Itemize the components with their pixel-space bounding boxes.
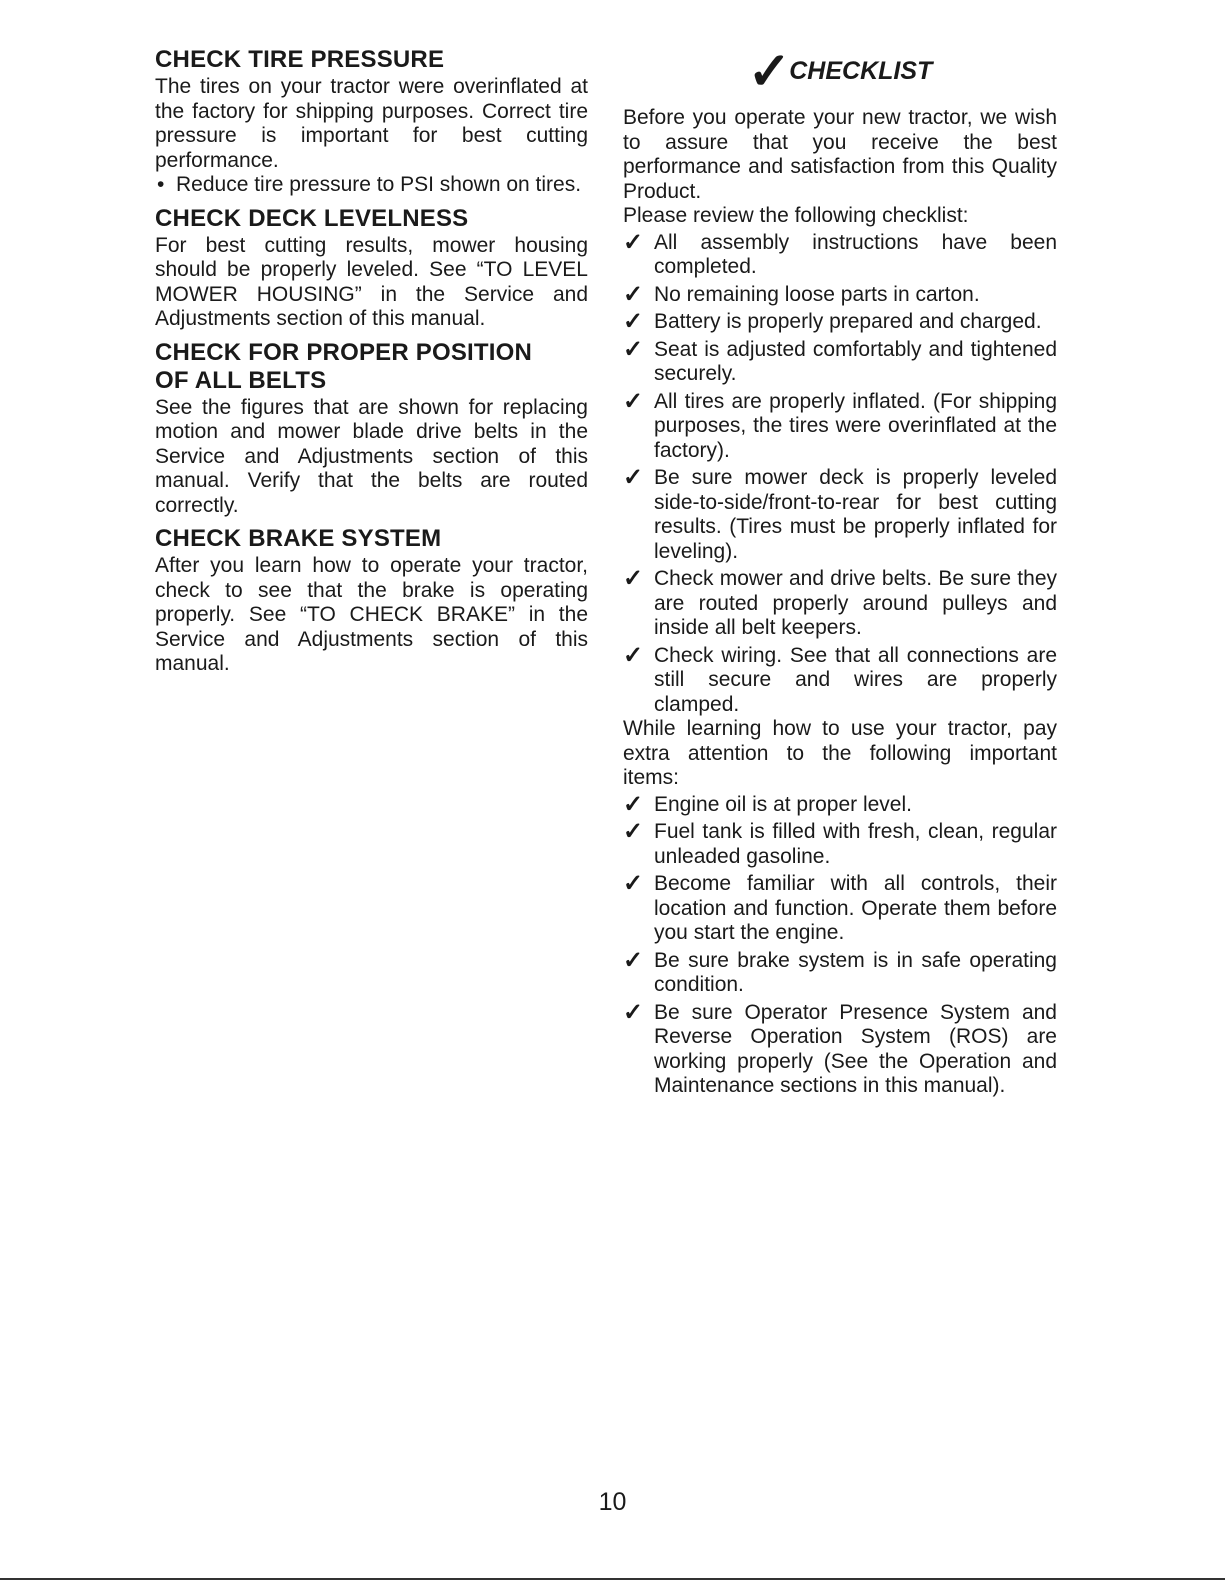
checklist-item: [623, 280, 1057, 308]
belts-section: [155, 339, 588, 519]
left-column: [155, 46, 588, 684]
important-item-text: Be sure Operator Presence System and Reverse Operation System (ROS) are working properly (See the Operation and Maintenance sections in this manual).: [654, 1000, 1057, 1097]
belts-heading-line1: CHECK FOR PROPER POSITION: [155, 338, 533, 366]
deck-levelness-body: For best cutting results, mower housing should be properly leveled. See “TO LEVEL MOWER HOUSING” in the Service and Adjustments section of this manual.: [155, 233, 588, 330]
tire-pressure-heading: CHECK TIRE PRESSURE: [155, 46, 445, 73]
checklist-item: [623, 228, 1057, 280]
checklist-item: [623, 387, 1057, 464]
checkmark-icon: ✓: [623, 565, 644, 592]
checklist-item: [623, 466, 1057, 564]
checklist-item: [623, 641, 1057, 718]
checkmark-icon: ✓: [623, 818, 644, 845]
checkmark-icon: ✓: [623, 790, 644, 818]
checkmark-icon: ✓: [623, 335, 644, 363]
important-item-text: Be sure brake system is in safe operating condition.: [654, 948, 1057, 996]
checklist-item: [623, 335, 1057, 387]
belts-body: See the figures that are shown for replacing motion and mower blade drive belts in the Service and Adjustments section of this manual. Verify that the belts are routed correctly.: [155, 395, 588, 517]
tire-pressure-body: The tires on your tractor were overinflated at the factory for shipping purposes. Correct tire pressure is important for best cutting performance.: [155, 75, 588, 172]
brake-body: After you learn how to operate your tractor, check to see that the brake is operating properly. See “TO CHECK BRAKE” in the Service and Adjustments section of this manual.: [155, 554, 588, 675]
deck-levelness-heading: CHECK DECK LEVELNESS: [155, 204, 469, 232]
checkmark-icon: ✓: [623, 464, 644, 491]
important-item: [623, 998, 1057, 1099]
checkmark-icon: ✓: [623, 280, 644, 308]
checkmark-icon: ✓: [747, 43, 792, 101]
checklist-title-text: CHECKLIST: [789, 57, 933, 85]
important-items: [623, 790, 1057, 1099]
brake-heading: CHECK BRAKE SYSTEM: [155, 525, 442, 552]
checkmark-icon: ✓: [623, 228, 644, 256]
important-item-text: Engine oil is at proper level.: [654, 792, 912, 816]
checklist-item-text: Seat is adjusted comfortably and tightened securely.: [654, 337, 1057, 385]
tire-pressure-section: [155, 46, 588, 198]
checkmark-icon: ✓: [623, 946, 644, 974]
important-item: [623, 790, 1057, 818]
checkmark-icon: ✓: [623, 870, 644, 897]
checklist-item-text: All assembly instructions have been completed.: [654, 230, 1057, 278]
important-item-text: Fuel tank is filled with fresh, clean, regular unleaded gasoline.: [654, 820, 1057, 868]
checkmark-icon: ✓: [623, 308, 644, 335]
checklist-review-line: Please review the following checklist:: [623, 204, 969, 227]
checkmark-icon: ✓: [623, 641, 644, 669]
checklist-intro: Before you operate your new tractor, we wish to assure that you receive the best performance and satisfaction from this Quality Product.: [623, 106, 1057, 203]
checklist-item-text: Check wiring. See that all connections are still secure and wires are properly clamped.: [654, 643, 1057, 716]
checklist-item: [623, 567, 1057, 641]
checklist-title: [623, 43, 1057, 106]
checklist-item-text: No remaining loose parts in carton.: [654, 282, 980, 306]
belts-heading: [155, 339, 588, 395]
page-number: 10: [598, 1488, 627, 1516]
important-item: [623, 946, 1057, 998]
bottom-divider: [0, 1578, 1225, 1580]
checklist-item-text: Be sure mower deck is properly leveled side-to-side/front-to-rear for best cutting results. (Tires must be properly inflated for leveling).: [654, 466, 1057, 563]
tire-pressure-bullet: [155, 173, 588, 198]
deck-levelness-section: [155, 205, 588, 332]
brake-section: [155, 525, 588, 677]
while-learning-text: While learning how to use your tractor, pay extra attention to the following important items:: [623, 717, 1057, 789]
checkmark-icon: ✓: [623, 387, 644, 415]
checklist-item: [623, 310, 1057, 335]
checklist-item-text: All tires are properly inflated. (For shipping purposes, the tires were overinflated at the factory).: [654, 389, 1057, 462]
important-item: [623, 820, 1057, 869]
tire-pressure-bullet-text: Reduce tire pressure to PSI shown on tires.: [176, 173, 582, 196]
important-item: [623, 872, 1057, 946]
important-item-text: Become familiar with all controls, their location and function. Operate them before you start the engine.: [654, 872, 1057, 944]
bullet-dot-icon: •: [157, 173, 165, 196]
checkmark-icon: ✓: [623, 998, 644, 1026]
checklist-items: [623, 228, 1057, 718]
right-column: [623, 43, 1057, 1102]
checklist-item-text: Battery is properly prepared and charged.: [654, 310, 1042, 333]
checklist-item-text: Check mower and drive belts. Be sure they are routed properly around pulleys and inside all belt keepers.: [654, 567, 1057, 639]
belts-heading-line2: OF ALL BELTS: [155, 366, 327, 394]
